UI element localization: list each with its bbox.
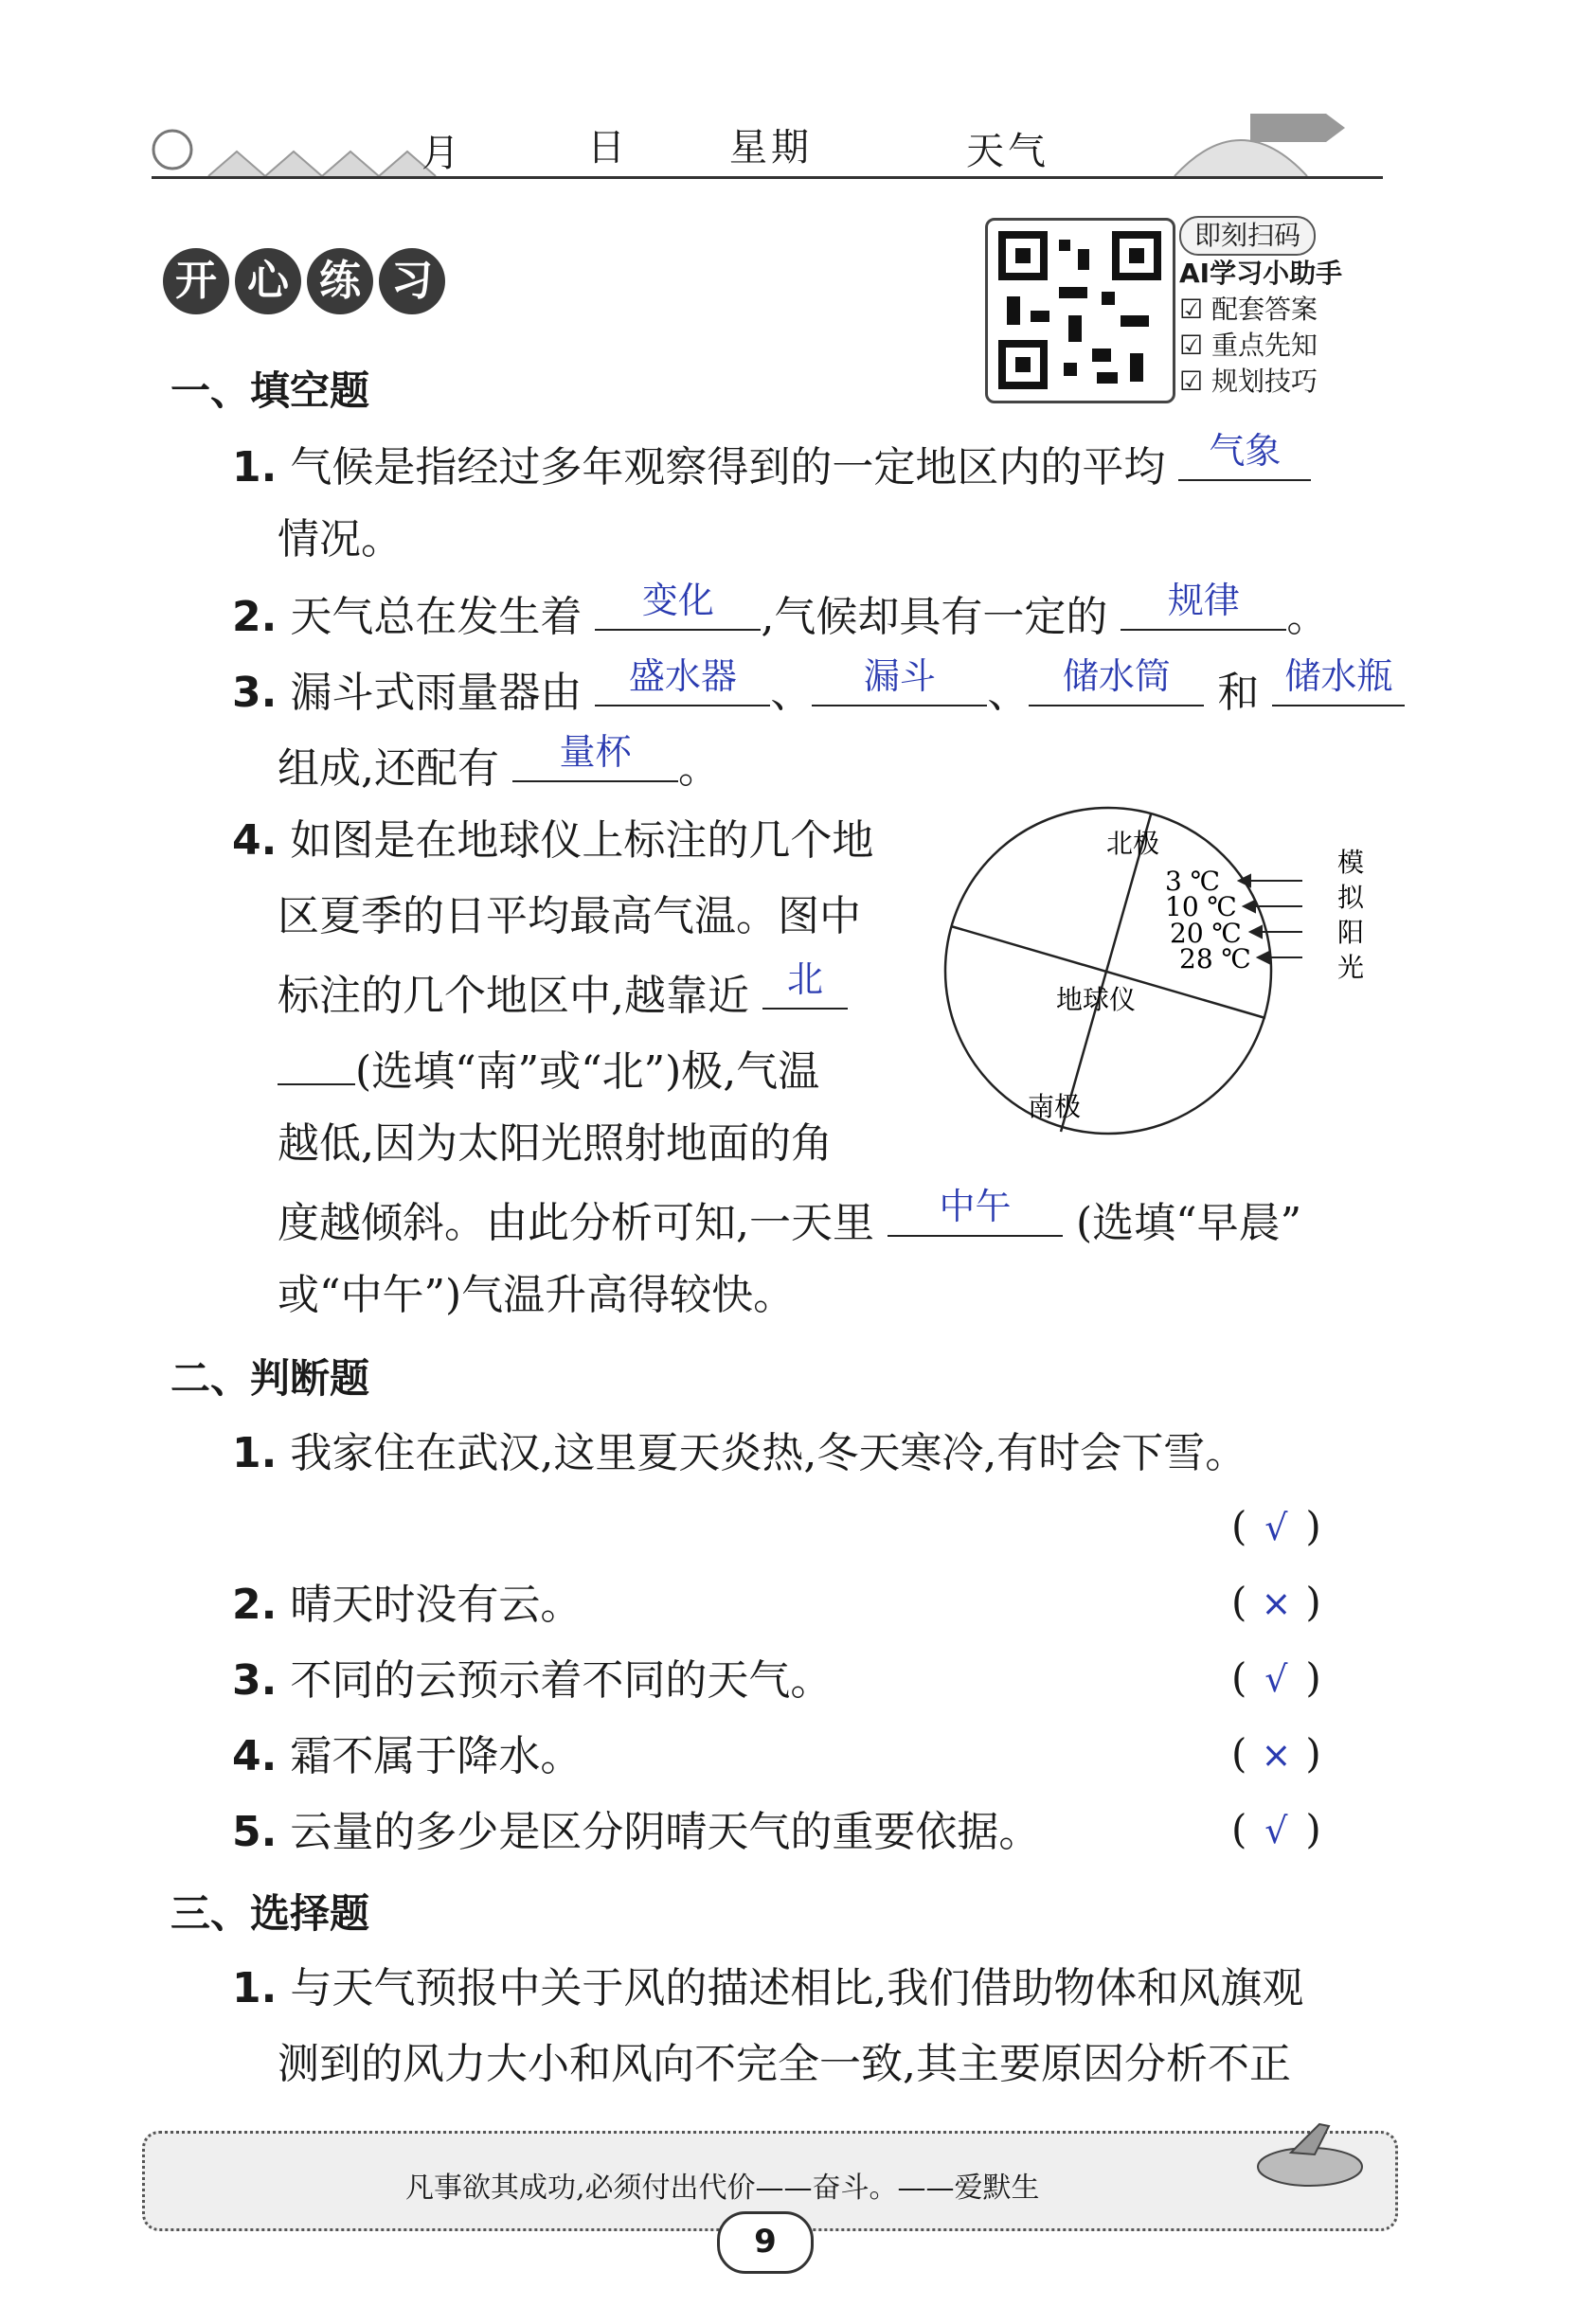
- decorative-plane-icon: [1234, 2115, 1376, 2200]
- q2-text-a: 天气总在发生着: [290, 593, 583, 641]
- q4-text-4: (选填“南”或“北”)极,气温: [355, 1047, 820, 1096]
- globe-label: 地球仪: [1056, 984, 1137, 1015]
- q4-text-1: 如图是在地球仪上标注的几个地: [290, 816, 874, 865]
- checkbox-icon: ☑: [1179, 294, 1212, 325]
- temp-label-3: 20 ℃: [1170, 918, 1242, 949]
- header-rule: [152, 176, 1383, 179]
- choice-1-number: 1.: [232, 1964, 278, 2012]
- temp-label-2: 10 ℃: [1165, 891, 1237, 922]
- south-pole-label: 南极: [1028, 1091, 1082, 1122]
- q3-answer-blank-1[interactable]: [595, 652, 770, 706]
- q2-answer-2: 规律: [1167, 580, 1240, 621]
- judge-4-answer-box[interactable]: ( × ): [1231, 1730, 1321, 1777]
- page-number: 9: [717, 2211, 814, 2274]
- q4-line4: [278, 1030, 819, 1110]
- section-banner: [163, 248, 475, 324]
- qr-code-icon: [988, 221, 1173, 401]
- header-weather: 天气: [966, 130, 1049, 173]
- q3-answer-blank-4[interactable]: [1272, 652, 1405, 706]
- q4-answer-blank-1-cont: [278, 1030, 355, 1085]
- q4-text-6a: 度越倾斜。由此分析可知,一天里: [278, 1199, 874, 1247]
- checkbox-icon: ☑: [1179, 330, 1212, 361]
- q3-answer-3: 储水筒: [1062, 655, 1171, 697]
- q4-text-3: 标注的几个地区中,越靠近: [278, 972, 749, 1020]
- qr-feature-label: 重点先知: [1211, 330, 1318, 361]
- choice-1-text-1: 与天气预报中关于风的描述相比,我们借助物体和风旗观: [290, 1964, 1304, 2012]
- q3-and: 和: [1217, 669, 1260, 717]
- qr-info: [1179, 216, 1342, 400]
- q1-line2: 情况。: [278, 515, 403, 563]
- judge-5-number: 5.: [232, 1808, 278, 1856]
- q3-line1: [232, 652, 1405, 731]
- judge-2-answer: ×: [1261, 1582, 1292, 1624]
- temp-label-4: 28 ℃: [1179, 943, 1251, 974]
- q2-answer-1: 变化: [641, 580, 714, 621]
- judge-2-answer-box[interactable]: ( × ): [1231, 1579, 1321, 1625]
- page-header: [152, 95, 1383, 180]
- q4-answer-blank-2[interactable]: [888, 1182, 1063, 1237]
- scan-badge: [1179, 216, 1316, 256]
- judge-3-text: 不同的云预示着不同的天气。: [290, 1656, 833, 1705]
- globe-diagram: [938, 805, 1383, 1146]
- q3-text-b: 组成,还配有: [278, 744, 499, 793]
- judge-5-answer: √: [1264, 1810, 1288, 1851]
- q3-answer-1: 盛水器: [628, 655, 737, 697]
- temp-label-1: 3 ℃: [1165, 866, 1221, 897]
- section-2-title: 二、判断题: [170, 1355, 370, 1402]
- sunlight-char-3: 阳: [1337, 917, 1365, 948]
- judge-3-answer-box[interactable]: ( √ ): [1231, 1654, 1321, 1701]
- q4-line6: [278, 1182, 1301, 1261]
- banner-char-2: 心: [235, 248, 301, 314]
- qr-feature: [1179, 364, 1342, 400]
- q4-number: 4.: [232, 816, 278, 865]
- judge-1-text: 我家住在武汉,这里夏天炎热,冬天寒冷,有时会下雪。: [290, 1429, 1247, 1477]
- choice-1-line1: [232, 1951, 1303, 2027]
- banner-char-1: 开: [163, 248, 229, 314]
- q4-answer-1: 北: [786, 958, 823, 1000]
- footer-quote: 凡事欲其成功,必须付出代价——奋斗。——爱默生: [405, 2172, 1040, 2205]
- banner-char-3: 练: [307, 248, 373, 314]
- q3-number: 3.: [232, 669, 278, 717]
- north-pole-label: 北极: [1106, 828, 1160, 859]
- judge-item-5: [232, 1795, 1040, 1870]
- judge-1-number: 1.: [232, 1429, 278, 1477]
- qr-feature-label: 配套答案: [1211, 294, 1318, 325]
- globe-axis: [1061, 814, 1151, 1132]
- q3-end: 。: [678, 744, 720, 793]
- qr-code[interactable]: [985, 218, 1175, 403]
- qr-feature: [1179, 328, 1342, 364]
- header-day: 日: [587, 126, 629, 170]
- sunlight-char-1: 模: [1337, 847, 1365, 878]
- q3-line2: [278, 727, 720, 807]
- q1-line1: [232, 426, 1311, 506]
- header-weekday: 星期: [729, 126, 813, 170]
- header-month: 月: [421, 132, 463, 175]
- sunlight-char-4: 光: [1337, 952, 1365, 983]
- judge-item-4: [232, 1719, 582, 1795]
- judge-3-number: 3.: [232, 1656, 278, 1705]
- q4-line7: 或“中午”)气温升高得较快。: [278, 1271, 796, 1319]
- judge-3-answer: √: [1264, 1658, 1288, 1700]
- q3-answer-4: 储水瓶: [1284, 655, 1393, 697]
- q3-answer-blank-2[interactable]: [812, 652, 987, 706]
- checkbox-icon: ☑: [1179, 366, 1212, 397]
- judge-4-number: 4.: [232, 1732, 278, 1780]
- choice-1-line2: 测到的风力大小和风向不完全一致,其主要原因分析不正: [278, 2040, 1291, 2088]
- q3-answer-5: 量杯: [559, 731, 632, 773]
- q1-answer: 气象: [1209, 430, 1282, 472]
- q2-text-b: ,气候却具有一定的: [761, 593, 1108, 641]
- sunlight-char-2: 拟: [1337, 882, 1365, 913]
- judge-item-2: [232, 1567, 582, 1643]
- judge-item-1: [232, 1416, 1246, 1492]
- q2-text-c: 。: [1286, 593, 1329, 641]
- q4-line5: 越低,因为太阳光照射地面的角: [278, 1119, 833, 1168]
- q4-line2: 区夏季的日平均最高气温。图中: [278, 892, 861, 940]
- q3-sep-1: 、: [770, 669, 813, 717]
- judge-4-answer: ×: [1261, 1734, 1292, 1776]
- assistant-label: AI学习小助手: [1179, 258, 1343, 289]
- q4-answer-2: 中午: [939, 1186, 1012, 1227]
- q3-answer-blank-5[interactable]: [512, 727, 678, 782]
- judge-4-text: 霜不属于降水。: [290, 1732, 583, 1780]
- judge-1-answer-box[interactable]: ( √ ): [1231, 1503, 1321, 1549]
- judge-item-3: [232, 1643, 832, 1719]
- banner-char-4: 习: [379, 248, 445, 314]
- judge-5-answer-box[interactable]: ( √ ): [1231, 1806, 1321, 1852]
- q4-line1: [232, 803, 873, 879]
- q2-number: 2.: [232, 593, 278, 641]
- section-1-title: 一、填空题: [170, 367, 370, 414]
- q1-number: 1.: [232, 443, 278, 492]
- q4-text-6b: (选填“早晨”: [1076, 1199, 1302, 1247]
- scan-label: 即刻扫码: [1194, 220, 1301, 251]
- q3-answer-2: 漏斗: [863, 655, 936, 697]
- judge-2-text: 晴天时没有云。: [290, 1581, 583, 1629]
- qr-feature-label: 规划技巧: [1211, 366, 1318, 397]
- qr-feature: [1179, 292, 1342, 328]
- judge-2-number: 2.: [232, 1581, 278, 1629]
- q4-line3: [278, 955, 848, 1034]
- q2-answer-blank-1[interactable]: [595, 576, 761, 631]
- q1-answer-blank[interactable]: [1178, 426, 1311, 481]
- q3-answer-blank-3[interactable]: [1029, 652, 1204, 706]
- q4-answer-blank-1[interactable]: [762, 955, 848, 1010]
- section-3-title: 三、选择题: [170, 1890, 370, 1937]
- judge-1-answer: √: [1264, 1507, 1288, 1548]
- q3-text-a: 漏斗式雨量器由: [290, 669, 583, 717]
- q2-answer-blank-2[interactable]: [1121, 576, 1286, 631]
- q1-text: 气候是指经过多年观察得到的一定地区内的平均: [290, 443, 1166, 492]
- q3-sep-2: 、: [987, 669, 1030, 717]
- judge-5-text: 云量的多少是区分阴晴天气的重要依据。: [290, 1808, 1041, 1856]
